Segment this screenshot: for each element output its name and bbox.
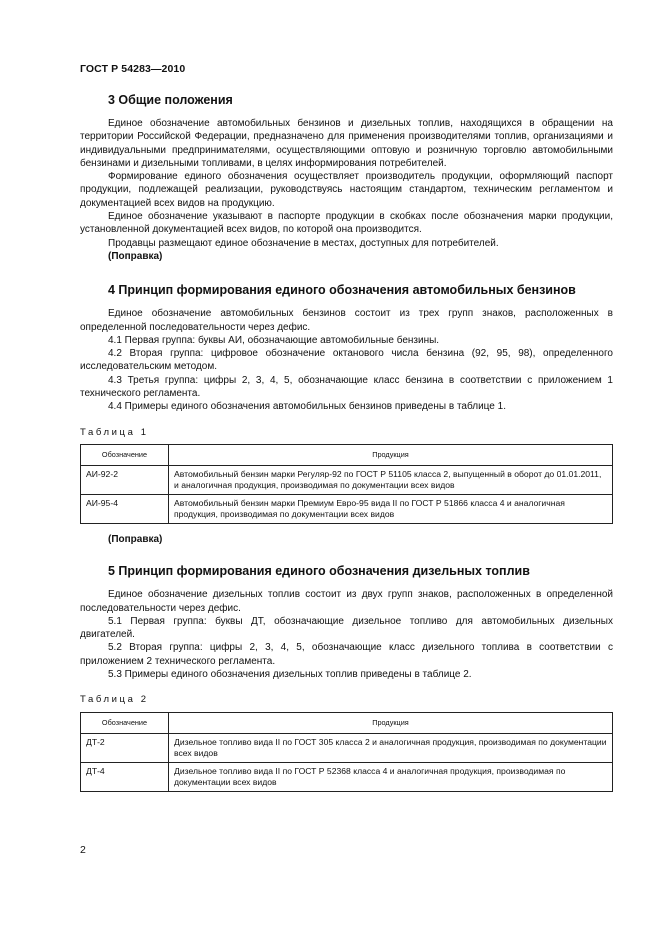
table-cell-product: Автомобильный бензин марки Регуляр-92 по ГОСТ Р 51105 класса 2, выпущенный в оборот до 01.01.2011, и аналогичная продукция, производимая по документации всех видов	[169, 465, 613, 494]
section-4-paragraph: Единое обозначение автомобильных бензинов состоит из трех групп знаков, расположенных в определенной последовательности через дефис.	[80, 308, 613, 333]
section-4-amendment-note: (Поправка)	[108, 533, 163, 545]
section-3-paragraph: Формирование единого обозначения осуществляет производитель продукции, оформляющий паспорт продукции, подлежащей реализации, руководствуясь настоящим стандартом, техническим регламентом и документацией всех видов на продукцию.	[80, 171, 613, 209]
section-4-paragraph: 4.3 Третья группа: цифры 2, 3, 4, 5, обозначающие класс бензина в соответствии с приложением 1 технического регламента.	[80, 374, 613, 400]
section-3-paragraph: Единое обозначение указывают в паспорте продукции в скобках после обозначения марки продукции, установленной документацией всех видов, по которой она производится.	[80, 211, 613, 236]
document-body	[80, 89, 613, 792]
table-row	[81, 733, 613, 762]
table-1-caption: Таблица 1	[80, 426, 149, 438]
section-5-paragraph: 5.3 Примеры единого обозначения дизельных топлив приведены в таблице 2.	[108, 669, 472, 681]
table-1-header-code: Обозначение	[81, 444, 169, 465]
table-2-header-product: Продукция	[169, 712, 613, 733]
page-number: 2	[80, 844, 86, 856]
section-3-paragraph: Продавцы размещают единое обозначение в местах, доступных для потребителей.	[108, 237, 499, 249]
section-4-paragraph: 4.2 Вторая группа: цифровое обозначение октанового числа бензина (92, 95, 98), определенного исследовательским методом.	[80, 348, 613, 373]
table-row	[81, 762, 613, 791]
table-row	[81, 465, 613, 494]
section-3-title: 3 Общие положения	[108, 93, 233, 107]
section-3-paragraph: Единое обозначение автомобильных бензинов и дизельных топлив, находящихся в обращении на территории Российской Федерации, предназначено для применения производителями топлив, организациями и индивидуальными предпринимателями, осуществляющими оптовую и розничную торговлю автомобильными бензинами и дизельными топливами, в целях информирования потребителей.	[80, 118, 613, 169]
table-cell-product: Дизельное топливо вида II по ГОСТ Р 52368 класса 4 и аналогичная продукция, производимая по документации всех видов	[169, 762, 613, 791]
table-2-caption: Таблица 2	[80, 694, 149, 706]
table-cell-product: Автомобильный бензин марки Премиум Евро-95 вида II по ГОСТ Р 51866 класса 4 и аналогичная продукция, производимая по документации всех видов	[169, 494, 613, 523]
section-4-title: 4 Принцип формирования единого обозначения автомобильных бензинов	[108, 283, 576, 298]
table-cell-code: АИ-95-4	[81, 494, 169, 523]
section-5-paragraph: Единое обозначение дизельных топлив состоит из двух групп знаков, расположенных в определенной последовательности через дефис.	[80, 589, 613, 614]
table-cell-code: АИ-92-2	[81, 465, 169, 494]
section-4-paragraph: 4.4 Примеры единого обозначения автомобильных бензинов приведены в таблице 1.	[108, 401, 506, 413]
section-5-paragraph: 5.2 Вторая группа: цифры 2, 3, 4, 5, обозначающие класс дизельного топлива в соответствии с приложением 2 технического регламента.	[80, 642, 613, 667]
table-1	[80, 444, 613, 524]
section-4-paragraph: 4.1 Первая группа: буквы АИ, обозначающие автомобильные бензины.	[108, 334, 440, 346]
document-header: ГОСТ Р 54283—2010	[80, 63, 186, 75]
section-3-amendment-note: (Поправка)	[108, 250, 163, 262]
table-2-header-code: Обозначение	[81, 712, 169, 733]
table-cell-product: Дизельное топливо вида II по ГОСТ 305 класса 2 и аналогичная продукция, производимая по документации всех видов	[169, 733, 613, 762]
section-5-title: 5 Принцип формирования единого обозначения дизельных топлив	[108, 564, 530, 579]
table-row	[81, 494, 613, 523]
section-5-paragraph: 5.1 Первая группа: буквы ДТ, обозначающие дизельное топливо для автомобильных дизельных двигателей.	[80, 615, 613, 641]
table-cell-code: ДТ-4	[81, 762, 169, 791]
table-1-header-product: Продукция	[169, 444, 613, 465]
table-cell-code: ДТ-2	[81, 733, 169, 762]
table-2	[80, 712, 613, 792]
